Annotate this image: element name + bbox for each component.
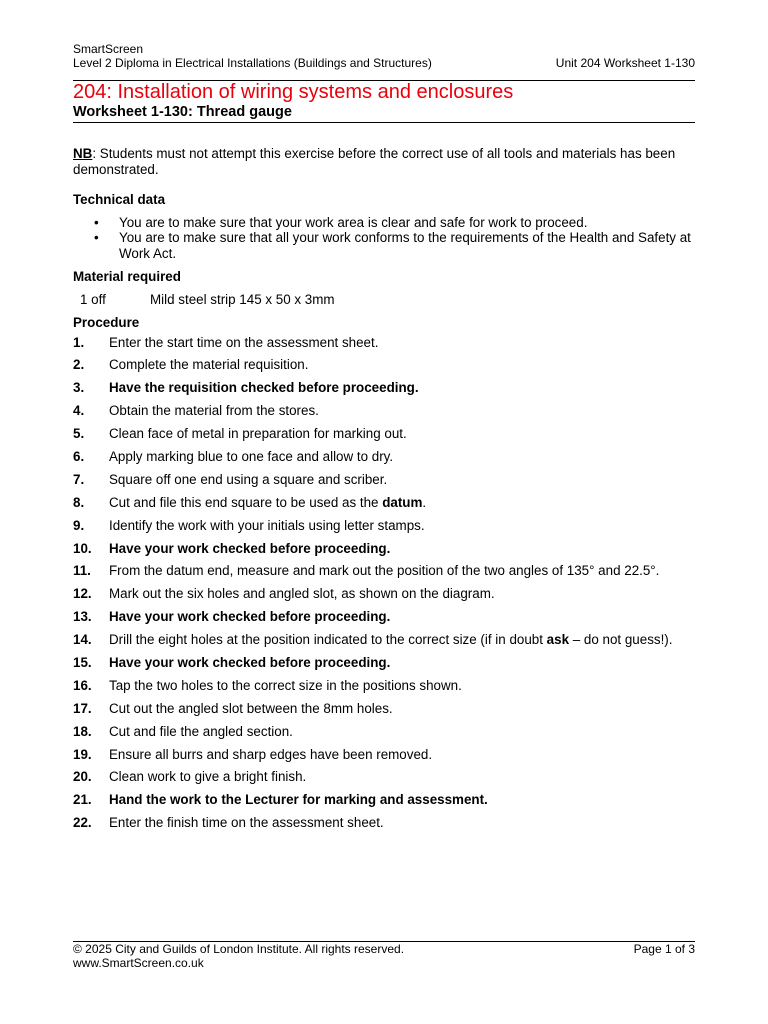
technical-item: • You are to make sure that your work area is clear and safe for work to proceed. [94,214,588,230]
procedure-step: 18. Cut and file the angled section. [73,723,293,739]
subtitle-divider [73,122,695,123]
procedure-step: 12. Mark out the six holes and angled slot, as shown on the diagram. [73,586,495,602]
header-org: SmartScreen [73,42,144,56]
ask-keyword: ask [546,632,570,648]
procedure-step: 19. Ensure all burrs and sharp edges have been removed. [73,746,433,762]
procedure-step: 3. Have the requisition checked before proceeding. [73,380,419,396]
material-row [73,292,695,308]
bullet-icon: • [94,214,99,230]
procedure-step: 7. Square off one end using a square and scriber. [73,471,388,487]
header-ref: Unit 204 Worksheet 1-130 [555,56,695,70]
material-qty: 1 off [80,291,106,307]
procedure-step: 17. Cut out the angled slot between the 8mm holes. [73,700,393,716]
procedure-step: 5. Clean face of metal in preparation for marking out. [73,426,407,442]
procedure-step: 21. Hand the work to the Lecturer for marking and assessment. [73,792,488,808]
procedure-step: 6. Apply marking blue to one face and allow to dry. [73,448,394,464]
worksheet-page [73,0,695,1024]
footer-page-number: Page 1 of 3 [633,942,695,956]
procedure-heading: Procedure [73,315,140,330]
nb-note [73,146,695,177]
nb-label: NB [73,146,93,161]
technical-item: • You are to make sure that all your work conforms to the requirements of the Health and Safety at Work Act. [94,230,691,261]
footer-url: www.SmartScreen.co.uk [73,956,204,970]
datum-keyword: datum [382,494,423,510]
procedure-step: 16. Tap the two holes to the correct size in the positions shown. [73,677,462,693]
page-subtitle: Worksheet 1-130: Thread gauge [73,104,292,120]
procedure-step: 8. Cut and file this end square to be used as the datum. [73,494,427,510]
procedure-step: 15. Have your work checked before proceeding. [73,654,391,670]
procedure-step: 10. Have your work checked before proceeding. [73,540,391,556]
technical-list [73,215,695,262]
procedure-step: 9. Identify the work with your initials using letter stamps. [73,517,425,533]
procedure-step: 13. Have your work checked before proceeding. [73,609,391,625]
procedure-list [73,335,695,831]
page-title: 204: Installation of wiring systems and enclosures [73,81,514,103]
nb-text: : Students must not attempt this exercise before the correct use of all tools and materials has been demonstrated. [73,146,676,177]
procedure-step: 14. Drill the eight holes at the position indicated to the correct size (if in doubt ask – do not guess!). [73,632,673,648]
procedure-step: 4. Obtain the material from the stores. [73,403,319,419]
technical-heading: Technical data [73,192,166,207]
footer-copyright: © 2025 City and Guilds of London Institute. All rights reserved. [73,942,405,956]
page-header [73,42,695,70]
material-desc: Mild steel strip 145 x 50 x 3mm [150,291,335,307]
procedure-step: 1. Enter the start time on the assessment sheet. [73,334,379,350]
material-heading: Material required [73,269,181,284]
worksheet-body [73,146,695,838]
header-course: Level 2 Diploma in Electrical Installations (Buildings and Structures) [73,56,432,70]
procedure-step: 2. Complete the material requisition. [73,357,309,373]
procedure-step: 22. Enter the finish time on the assessment sheet. [73,815,384,831]
procedure-step: 20. Clean work to give a bright finish. [73,769,307,785]
bullet-icon: • [94,230,99,245]
procedure-step: 11. From the datum end, measure and mark out the position of the two angles of 135° and 22.5°. [73,563,660,579]
page-footer [73,942,695,970]
